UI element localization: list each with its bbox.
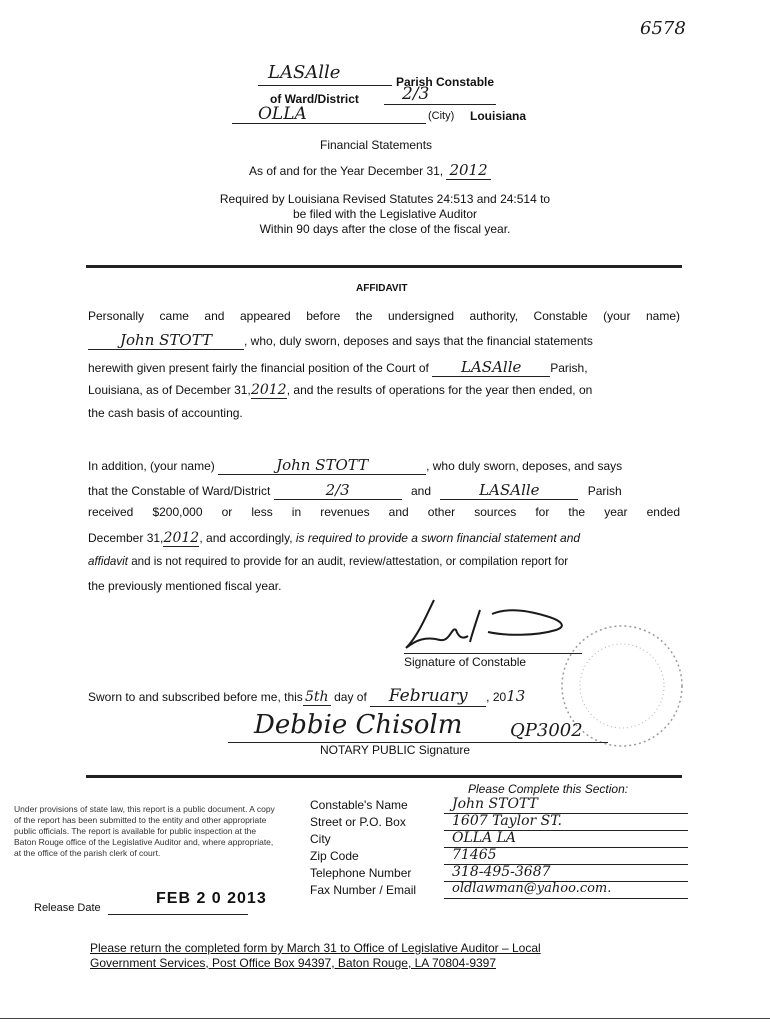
as-of-prefix: As of and for the Year December 31, — [249, 164, 444, 178]
p1-line3-start: herewith given present fairly the financial position of the Court of — [88, 361, 429, 375]
return-instructions — [90, 941, 690, 971]
p1-name-handwritten: John STOTT — [88, 331, 244, 350]
contact-label-fax-email: Fax Number / Email — [310, 883, 417, 897]
affidavit-p1-line5: the cash basis of accounting. — [88, 406, 243, 420]
ward-line — [384, 104, 496, 105]
public-record-note: Under provisions of state law, this report is a public document. A copy of the report has been submitted to the entity and other appropriate public officials. The report is available for public inspection at the Baton Rouge office of the Legislative Auditor and, where appropriate, at the office of the parish clerk of court. — [14, 804, 275, 858]
contact-label-street: Street or P.O. Box — [310, 815, 406, 829]
p2-line1-start: In addition, (your name) — [88, 459, 215, 473]
required-line-2: be filed with the Legislative Auditor — [292, 207, 478, 221]
parish-name-handwritten: LASAlle — [268, 62, 341, 83]
contact-value-city: OLLA LA — [452, 830, 517, 846]
p2-line1-end: , who duly sworn, deposes, and says — [426, 459, 623, 473]
parish-name-line — [258, 85, 392, 86]
required-line-3: Within 90 days after the close of the fiscal year. — [259, 222, 511, 236]
p2-line4-mid: , and accordingly, — [199, 531, 293, 545]
louisiana-label: Louisiana — [470, 109, 527, 123]
p1-line3-end: Parish, — [550, 361, 588, 375]
p2-line5-italic: affidavit — [88, 555, 128, 568]
return-line-2: Government Services, Post Office Box 94397, Baton Rouge, LA 70804-9397 — [90, 956, 497, 970]
contact-line-fax-email — [444, 898, 688, 899]
p1-year-handwritten: 2012 — [250, 382, 287, 398]
constable-signature-label: Signature of Constable — [404, 655, 527, 669]
p2-line4-start: December 31, — [88, 531, 164, 545]
sworn-line — [88, 686, 525, 707]
header-divider — [86, 265, 682, 268]
notary-signature-label: NOTARY PUBLIC Signature — [320, 743, 471, 757]
contact-value-phone: 318-495-3687 — [452, 864, 551, 880]
ward-label: of Ward/District — [270, 92, 359, 106]
contact-value-zip: 71465 — [452, 847, 497, 863]
contact-value-fax-email: oldlawman@yahoo.com. — [452, 881, 612, 896]
affidavit-p1-line4 — [88, 382, 680, 399]
city-handwritten: OLLA — [258, 104, 307, 124]
p1-line4-start: Louisiana, as of December 31, — [88, 383, 251, 397]
p2-parish-handwritten: LASAlle — [440, 481, 578, 500]
city-line — [232, 123, 426, 124]
p1-line2-rest: , who, duly sworn, deposes and says that the financial statements — [244, 334, 593, 348]
year-handwritten: 2012 — [446, 161, 490, 180]
financial-statements-title: Financial Statements — [320, 138, 433, 152]
p1-line4-end: , and the results of operations for the year then ended, on — [286, 383, 593, 397]
sworn-month-handwritten: February — [370, 686, 486, 707]
parish-constable-label: Parish Constable — [396, 75, 495, 89]
affidavit-p2-line3: received $200,000 or less in revenues and other sources for the year ended — [88, 505, 680, 519]
contact-label-zip: Zip Code — [310, 849, 359, 863]
required-statutes — [150, 192, 620, 237]
p2-parish: Parish — [587, 484, 622, 498]
signature-divider — [86, 775, 682, 778]
contact-label-phone: Telephone Number — [310, 866, 412, 880]
sworn-prefix: Sworn to and subscribed before me, this — [88, 690, 303, 704]
p2-and: and — [410, 484, 432, 498]
p2-ward-handwritten: 2/3 — [274, 481, 402, 500]
release-date-stamp: FEB 2 0 2013 — [156, 890, 267, 907]
contact-label-name: Constable's Name — [310, 798, 408, 812]
affidavit-p2-line6: the previously mentioned fiscal year. — [88, 579, 282, 593]
affidavit-p2-line1 — [88, 456, 680, 475]
release-date-line — [108, 914, 248, 915]
contact-section-title: Please Complete this Section: — [468, 782, 629, 796]
notary-signature-handwritten: Debbie Chisolm — [254, 710, 463, 740]
affidavit-p2-line2 — [88, 481, 680, 500]
sworn-year-handwritten: 13 — [506, 687, 526, 705]
contact-label-city: City — [310, 832, 331, 846]
p1-court-handwritten: LASAlle — [432, 358, 550, 377]
release-date-label: Release Date — [34, 902, 101, 914]
as-of-year — [249, 161, 491, 179]
affidavit-p1-line1: Personally came and appeared before the undersigned authority, Constable (your name) — [88, 309, 680, 323]
page-number: 6578 — [640, 18, 686, 39]
sworn-day-of: day of — [334, 690, 367, 704]
affidavit-p2-line4 — [88, 530, 680, 547]
affidavit-title: AFFIDAVIT — [356, 283, 408, 294]
city-label: (City) — [428, 110, 455, 122]
p2-line5-rest: and is not required to provide for an audit, review/attestation, or compilation report for — [131, 555, 569, 568]
p2-line2-start: that the Constable of Ward/District — [88, 484, 271, 498]
sworn-day-handwritten: 5th — [303, 689, 331, 706]
p2-year-handwritten: 2012 — [163, 530, 200, 546]
contact-value-name: John STOTT — [452, 796, 538, 812]
contact-value-street: 1607 Taylor ST. — [452, 813, 562, 829]
affidavit-p2-line5 — [88, 555, 688, 568]
return-line-1: Please return the completed form by March 31 to Office of Legislative Auditor – Local — [90, 941, 541, 955]
sworn-year-prefix: , 20 — [486, 690, 507, 704]
bottom-rule — [0, 1018, 770, 1019]
notary-id-handwritten: QP3002 — [510, 720, 583, 741]
required-line-1: Required by Louisiana Revised Statutes 24:513 and 24:514 to — [219, 192, 551, 206]
affidavit-p1-line2 — [88, 331, 680, 350]
ward-handwritten: 2/3 — [402, 84, 430, 104]
affidavit-p1-line3 — [88, 358, 680, 377]
p2-line4-italic: is required to provide a sworn financial statement and — [295, 531, 581, 545]
p2-name-handwritten: John STOTT — [218, 456, 426, 475]
